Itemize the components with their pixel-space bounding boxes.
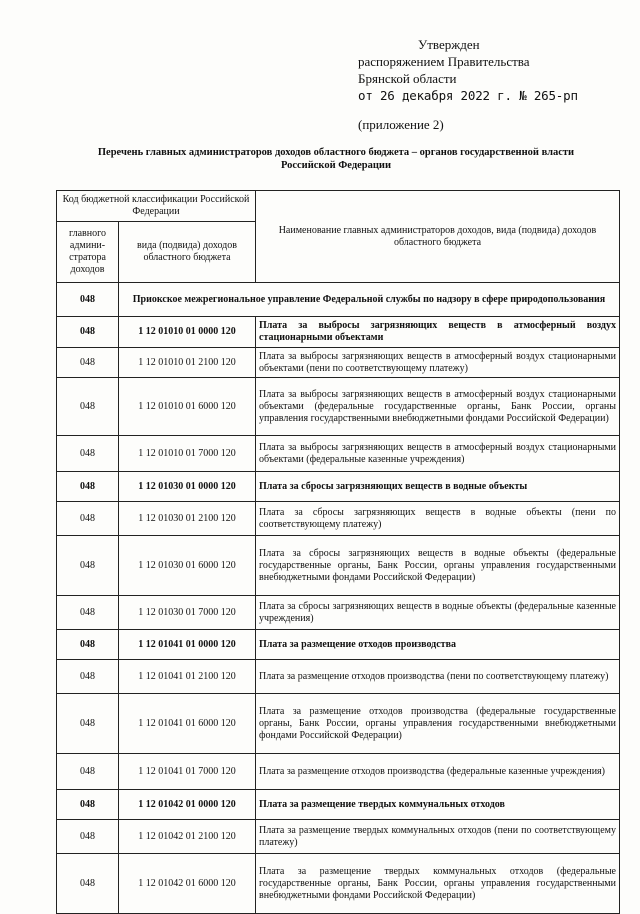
revenue-name-cell: Плата за размещение твердых коммунальных отходов <box>256 790 620 820</box>
revenue-name-cell: Плата за размещение отходов производства (федеральные государственные органы, Банк России, органы управления государственными внебюджетными фондами Российской Федерации) <box>256 694 620 754</box>
revenue-code-cell: 1 12 01041 01 2100 120 <box>119 660 256 694</box>
admin-code-cell: 048 <box>57 502 119 536</box>
revenue-name-cell: Плата за сбросы загрязняющих веществ в водные объекты (федеральные государственные органы, Банк России, органы управления государственными внебюджетными фондами Российской Федерации) <box>256 536 620 596</box>
revenue-code-cell: 1 12 01042 01 2100 120 <box>119 820 256 854</box>
header-name-column: Наименование главных администраторов доходов, вида (подвида) доходов областного бюджета <box>256 191 620 283</box>
admin-code-cell: 048 <box>57 660 119 694</box>
table-row <box>57 660 620 694</box>
table-row <box>57 378 620 436</box>
revenue-name-cell: Плата за размещение отходов производства <box>256 630 620 660</box>
section-row <box>57 283 620 317</box>
admin-code-cell: 048 <box>57 472 119 502</box>
table-row <box>57 596 620 630</box>
section-name: Приокское межрегиональное управление Федеральной службы по надзору в сфере природопользования <box>119 283 620 317</box>
document-title <box>60 146 612 172</box>
revenue-code-cell: 1 12 01030 01 6000 120 <box>119 536 256 596</box>
table-row <box>57 854 620 914</box>
section-admin-code: 048 <box>57 283 119 317</box>
table-row <box>57 820 620 854</box>
appendix-label: (приложение 2) <box>358 117 444 132</box>
title-line-1: Перечень главных администраторов доходов областного бюджета – органов государственной власти <box>97 147 575 158</box>
revenue-code-cell: 1 12 01030 01 7000 120 <box>119 596 256 630</box>
admin-code-cell: 048 <box>57 348 119 378</box>
table-row <box>57 436 620 472</box>
revenue-administrators-table <box>56 190 620 914</box>
revenue-code-cell: 1 12 01010 01 7000 120 <box>119 436 256 472</box>
table-row <box>57 317 620 348</box>
admin-code-cell: 048 <box>57 820 119 854</box>
revenue-name-cell: Плата за размещение твердых коммунальных отходов (федеральные государственные органы, Банк России, органы управления государственными внебюджетными фондами Российской Федерации) <box>256 854 620 914</box>
revenue-name-cell: Плата за размещение отходов производства (федеральные казенные учреждения) <box>256 754 620 790</box>
admin-code-cell: 048 <box>57 790 119 820</box>
header-code-column: вида (подвида) доходов областного бюджета <box>119 222 256 283</box>
table-row <box>57 536 620 596</box>
revenue-name-cell: Плата за сбросы загрязняющих веществ в водные объекты (федеральные казенные учреждения) <box>256 596 620 630</box>
revenue-name-cell: Плата за выбросы загрязняющих веществ в атмосферный воздух стационарными объектами (пени по соответствующему платежу) <box>256 348 620 378</box>
admin-code-cell: 048 <box>57 378 119 436</box>
revenue-code-cell: 1 12 01042 01 0000 120 <box>119 790 256 820</box>
revenue-code-cell: 1 12 01030 01 0000 120 <box>119 472 256 502</box>
revenue-name-cell: Плата за выбросы загрязняющих веществ в атмосферный воздух стационарными объектами (федеральные государственные органы, Банк России, органы управления государственными внебюджетными фондами Российской Федерации) <box>256 378 620 436</box>
revenue-code-cell: 1 12 01041 01 6000 120 <box>119 694 256 754</box>
revenue-code-cell: 1 12 01010 01 6000 120 <box>119 378 256 436</box>
table-row <box>57 630 620 660</box>
table-row <box>57 502 620 536</box>
approval-line-3: Брянской области <box>358 71 457 86</box>
approval-line-1: Утвержден <box>418 37 480 52</box>
revenue-name-cell: Плата за выбросы загрязняющих веществ в атмосферный воздух стационарными объектами <box>256 317 620 348</box>
revenue-code-cell: 1 12 01041 01 7000 120 <box>119 754 256 790</box>
revenue-name-cell: Плата за сбросы загрязняющих веществ в водные объекты (пени по соответствующему платежу) <box>256 502 620 536</box>
revenue-code-cell: 1 12 01030 01 2100 120 <box>119 502 256 536</box>
admin-code-cell: 048 <box>57 754 119 790</box>
header-admin-column: главного админи-стратора доходов <box>57 222 119 283</box>
admin-code-cell: 048 <box>57 536 119 596</box>
approval-date-number: от 26 декабря 2022 г. № 265-рп <box>358 88 578 103</box>
revenue-name-cell: Плата за выбросы загрязняющих веществ в атмосферный воздух стационарными объектами (федеральные казенные учреждения) <box>256 436 620 472</box>
approval-block <box>358 36 578 133</box>
table-row <box>57 754 620 790</box>
table-header-row <box>57 191 620 222</box>
admin-code-cell: 048 <box>57 630 119 660</box>
table-row <box>57 694 620 754</box>
table-row <box>57 790 620 820</box>
title-line-2: Российской Федерации <box>280 160 392 171</box>
admin-code-cell: 048 <box>57 436 119 472</box>
revenue-code-cell: 1 12 01042 01 6000 120 <box>119 854 256 914</box>
admin-code-cell: 048 <box>57 596 119 630</box>
admin-code-cell: 048 <box>57 694 119 754</box>
table-row <box>57 472 620 502</box>
revenue-name-cell: Плата за размещение твердых коммунальных отходов (пени по соответствующему платежу) <box>256 820 620 854</box>
revenue-code-cell: 1 12 01010 01 2100 120 <box>119 348 256 378</box>
table-row <box>57 348 620 378</box>
revenue-code-cell: 1 12 01041 01 0000 120 <box>119 630 256 660</box>
admin-code-cell: 048 <box>57 317 119 348</box>
header-code-group: Код бюджетной классификации Российской Федерации <box>57 191 256 222</box>
admin-code-cell: 048 <box>57 854 119 914</box>
revenue-name-cell: Плата за сбросы загрязняющих веществ в водные объекты <box>256 472 620 502</box>
revenue-name-cell: Плата за размещение отходов производства (пени по соответствующему платежу) <box>256 660 620 694</box>
revenue-code-cell: 1 12 01010 01 0000 120 <box>119 317 256 348</box>
approval-line-2: распоряжением Правительства <box>358 54 530 69</box>
